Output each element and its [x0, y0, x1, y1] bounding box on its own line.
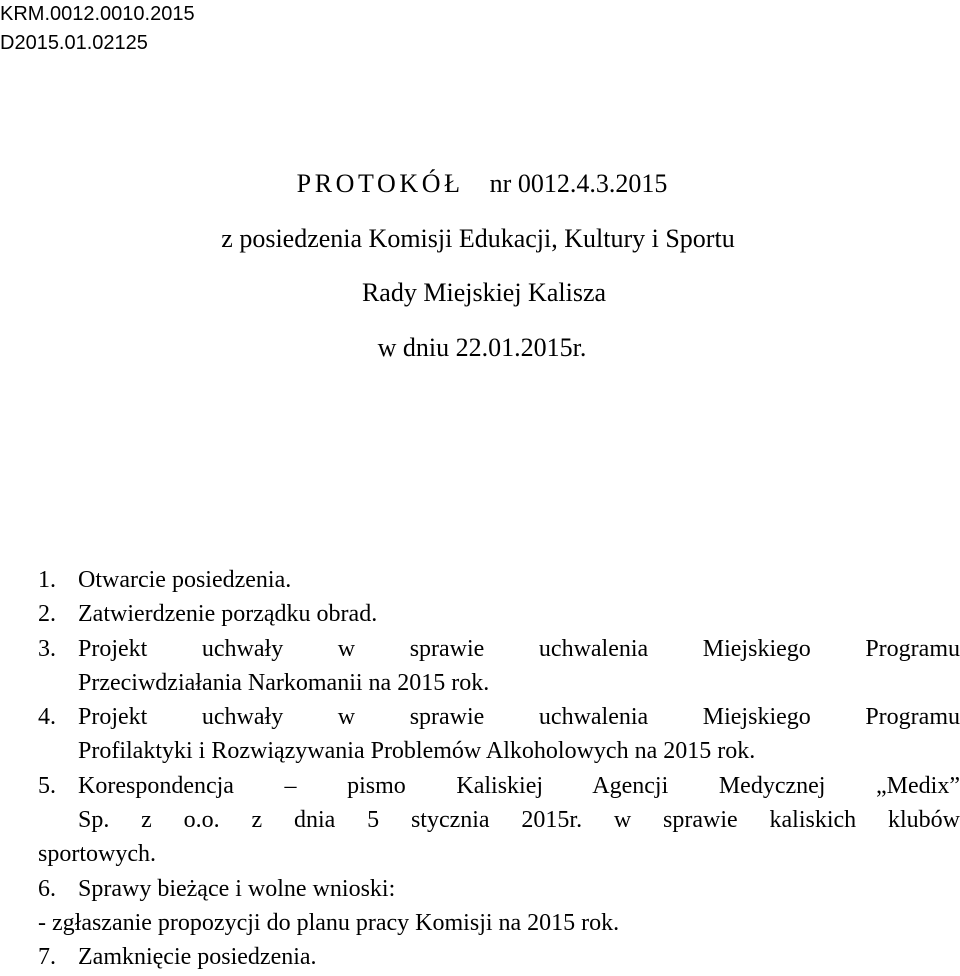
agenda-item-line: Projekt uchwały w sprawie uchwalenia Miejskiego Programu [78, 704, 960, 731]
agenda-item-text [78, 632, 960, 701]
agenda-item-line: sportowych. [38, 841, 156, 868]
agenda-item-number: 6. [38, 875, 56, 902]
agenda-item-3 [38, 632, 960, 701]
agenda-item-text [38, 872, 960, 941]
agenda-item-line: Profilaktyki i Rozwiązywania Problemów Alkoholowych na 2015 rok. [78, 738, 756, 765]
agenda-item-6 [38, 872, 960, 941]
agenda-item-text [78, 563, 960, 597]
agenda-item-number: 1. [38, 567, 56, 593]
agenda-item-line: Projekt uchwały w sprawie uchwalenia Miejskiego Programu [78, 635, 960, 662]
agenda-item-number: 4. [38, 704, 56, 731]
agenda-item-text [38, 769, 960, 872]
subtitle-council: Rady Miejskiej Kalisza [361, 278, 607, 307]
document-reference-d: D2015.01.02125 [0, 32, 148, 54]
document-reference-krm: KRM.0012.0010.2015 [0, 3, 195, 25]
agenda-item-number: 3. [38, 635, 56, 662]
agenda-item-5 [38, 769, 960, 872]
agenda-item-line: Zatwierdzenie porządku obrad. [78, 601, 378, 628]
agenda-item-number: 2. [38, 601, 56, 628]
agenda-item-number: 5. [38, 772, 56, 799]
agenda-item-2 [38, 597, 960, 631]
agenda-item-line: Korespondencja – pismo Kaliskiej Agencji Medycznej „Medix” [78, 772, 960, 799]
agenda-item-line: Zamknięcie posiedzenia. [78, 944, 317, 971]
agenda-item-line: Otwarcie posiedzenia. [78, 567, 292, 593]
title-number: nr 0012.4.3.2015 [489, 169, 668, 198]
subtitle-committee: z posiedzenia Komisji Edukacji, Kultury i Sportu [221, 224, 735, 253]
agenda-item-text [78, 940, 960, 974]
agenda-item-text [78, 597, 960, 631]
title-word: PROTOKÓŁ [296, 169, 464, 198]
agenda-item-number: 7. [38, 944, 56, 971]
agenda-item-text [78, 700, 960, 769]
subtitle-date: w dniu 22.01.2015r. [377, 333, 587, 362]
agenda-item-line: Przeciwdziałania Narkomanii na 2015 rok. [78, 669, 490, 696]
agenda-item-line: Sprawy bieżące i wolne wnioski: [78, 875, 396, 902]
agenda-item-7 [38, 940, 960, 974]
agenda-item-line: Sp. z o.o. z dnia 5 stycznia 2015r. w sprawie kaliskich klubów [78, 807, 960, 834]
agenda-item-subline: - zgłaszanie propozycji do planu pracy Komisji na 2015 rok. [38, 909, 620, 936]
agenda-item-4 [38, 700, 960, 769]
document-title [2, 169, 960, 199]
agenda-item-1 [38, 563, 960, 597]
agenda-list [38, 563, 960, 975]
